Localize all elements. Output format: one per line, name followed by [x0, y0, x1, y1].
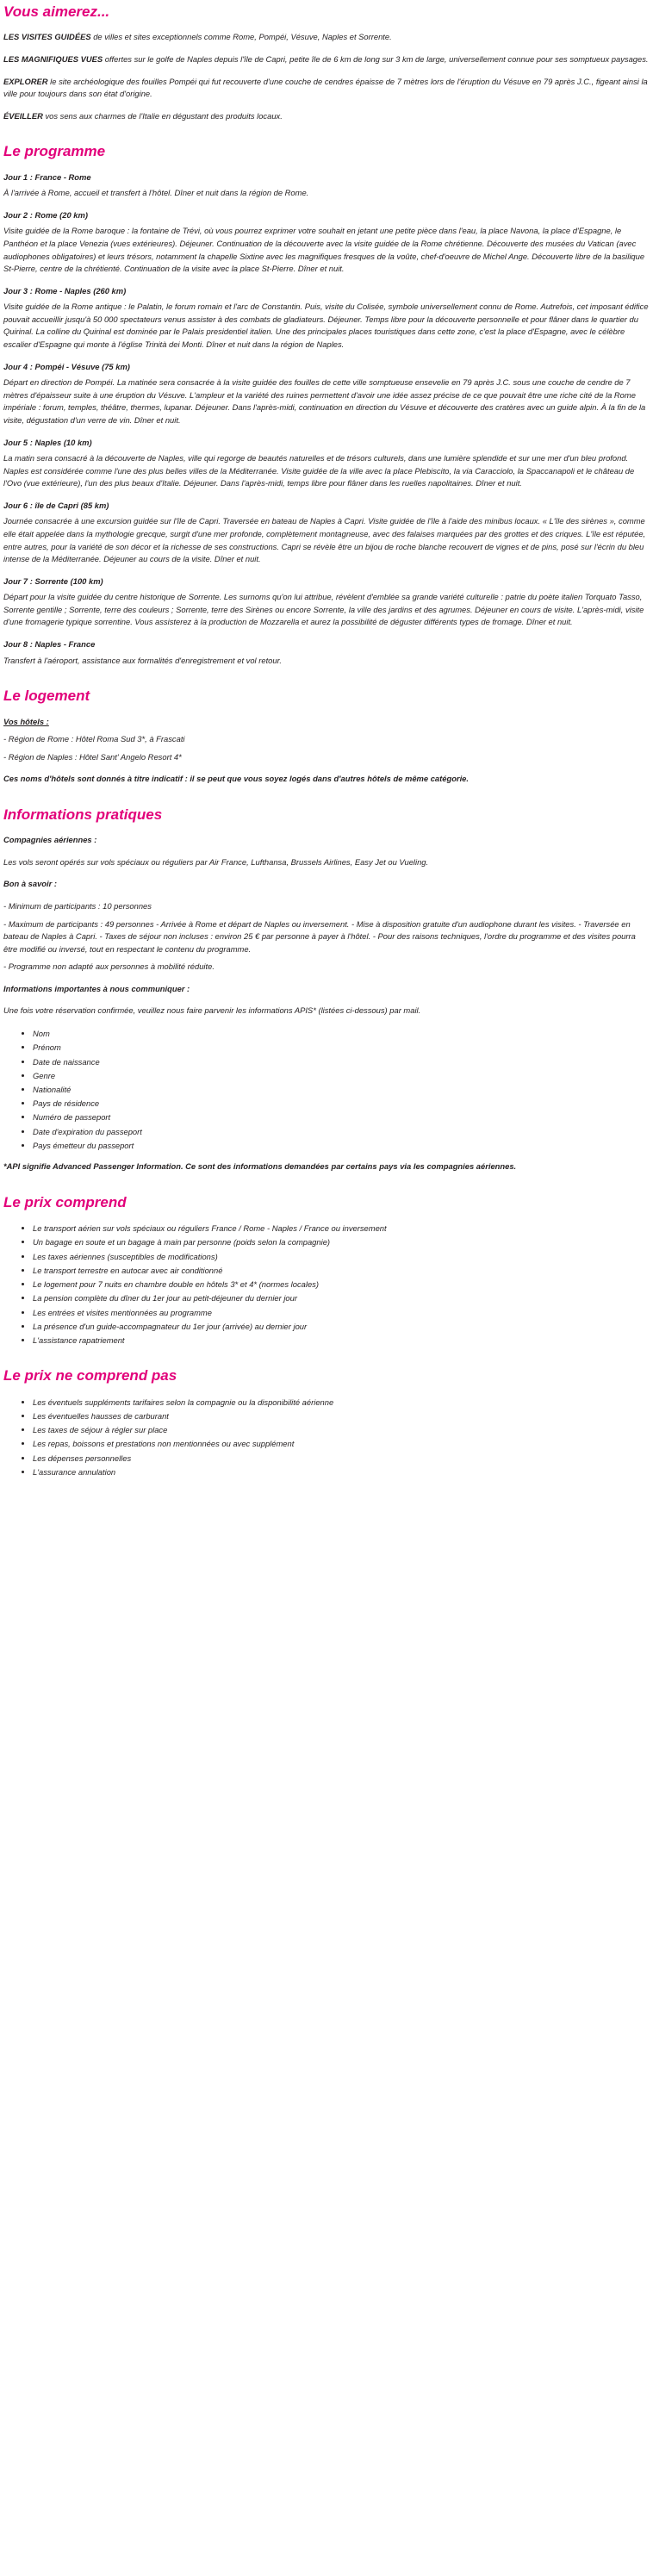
communiquer-text: Une fois votre réservation confirmée, veuillez nous faire parvenir les informations APIS* (listées ci-dessous) par mail. [3, 1005, 421, 1016]
list-item: • Genre [33, 1069, 650, 1082]
list-item: • Numéro de passeport [33, 1111, 650, 1123]
day-body-1: À l'arrivée à Rome, accueil et transfert à l'hôtel. Dîner et nuit dans la région de Rome. [3, 188, 309, 198]
bon-a-savoir-label: Bon à savoir : [3, 879, 57, 889]
hotels-label-text: Vos hôtels : [3, 716, 49, 726]
text-eveiller: vos sens aux charmes de l'Italie en dégustant des produits locaux. [42, 110, 283, 121]
list-item: • Pays émetteur du passeport [33, 1139, 650, 1152]
day-heading-5: Jour 5 : Naples (10 km) [3, 437, 92, 447]
day-body-7: Départ pour la visite guidée du centre historique de Sorrente. Les surnoms qu'on lui attribue, révèlent d'emblée sa grande variété culturelle : patrie du poète italien Torquato Tasso, Sorrente gentille ; Sorrente, terre des couleurs ; Sorrente, terre des Sirènes ou encore Sorrente, la ville des jardins et des agrumes. Déjeuner en cours de visite. L'après-midi, visite d'une fromagerie typique sorrentine. Vous assisterez à la production de Mozzarella et aurez la possibilité de déguster différents types de fromage. Dîner et nuit. [3, 592, 644, 627]
list-item: • La présence d'un guide-accompagnateur du 1er jour (arrivée) au dernier jour [33, 1320, 650, 1333]
text-magnifiques-vues: offertes sur le golfe de Naples depuis l'île de Capri, petite île de 6 km de long sur 3 km de large, universellement connue pour ses somptueux paysages. [103, 53, 649, 64]
paragraph-explorer [3, 76, 650, 101]
list-item: • Les dépenses personnelles [33, 1452, 650, 1465]
list-item: • Nationalité [33, 1083, 650, 1096]
hotel-item-2: - Région de Naples : Hôtel Sant' Angelo Resort 4* [3, 751, 182, 762]
list-item: • La pension complète du dîner du 1er jour au petit-déjeuner du dernier jour [33, 1291, 650, 1304]
lead-visites-guidees: LES VISITES GUIDÉES [3, 32, 91, 42]
list-item: • Les éventuelles hausses de carburant [33, 1409, 650, 1422]
prix-comprend-list [3, 1222, 650, 1347]
list-item: • Les entrées et visites mentionnées au programme [33, 1306, 650, 1319]
compagnies-label: Compagnies aériennes : [3, 835, 97, 845]
list-item: • Nom [33, 1027, 650, 1040]
section-title-logement: Le logement [3, 688, 90, 705]
text-explorer: le site archéologique des fouilles Pompéi qui fut recouverte d'une couche de cendres épaisse de 7 mètres lors de l'éruption du Vésuve en 79 après J.C., figeant ainsi la ville pour toujours dans son état d'origine. [3, 76, 648, 99]
prix-ne-comprend-pas-list [3, 1396, 650, 1478]
section-title-programme: Le programme [3, 143, 106, 160]
day-heading-4: Jour 4 : Pompéi - Vésuve (75 km) [3, 361, 130, 371]
list-item: • L'assistance rapatriement [33, 1334, 650, 1347]
text-visites-guidees: de villes et sites exceptionnels comme Rome, Pompéi, Vésuve, Naples et Sorrente. [90, 32, 392, 42]
list-item: • Date de naissance [33, 1055, 650, 1068]
hotel-item-1: - Région de Rome : Hôtel Roma Sud 3*, à Frascati [3, 734, 185, 744]
day-heading-3: Jour 3 : Rome - Naples (260 km) [3, 285, 127, 296]
paragraph-magnifiques-vues [3, 53, 650, 66]
list-item: • Le logement pour 7 nuits en chambre double en hôtels 3* et 4* (normes locales) [33, 1278, 650, 1291]
bon-a-savoir-item-2: - Maximum de participants : 49 personnes - Arrivée à Rome et départ de Naples ou inversement. - Mise à disposition gratuite d'un audiophone durant les visites. - Traversée en bateau de Naples à Capri. - Taxes de séjour non incluses : environ 25 € par personne à payer à l'hôtel. - Pour des raisons techniques, l'ordre du programme et des visites pourra être modifié ou inversé, tout en respectant le contenu du programme. [3, 918, 636, 954]
compagnies-text: Les vols seront opérés sur vols spéciaux ou réguliers par Air France, Lufthansa, Brussels Airlines, Easy Jet ou Vueling. [3, 856, 429, 867]
apis-list [3, 1027, 650, 1152]
section-title-infos-pratiques: Informations pratiques [3, 806, 163, 823]
day-heading-2: Jour 2 : Rome (20 km) [3, 209, 88, 220]
list-item: • Le transport terrestre en autocar avec air conditionné [33, 1264, 650, 1277]
communiquer-label: Informations importantes à nous communiquer : [3, 983, 190, 993]
paragraph-visites-guidees [3, 31, 650, 44]
list-item: • Les taxes de séjour à régler sur place [33, 1423, 650, 1436]
list-item: • Les taxes aériennes (susceptibles de modifications) [33, 1250, 650, 1263]
lead-magnifiques-vues: LES MAGNIFIQUES VUES [3, 53, 103, 64]
list-item: • Les éventuels suppléments tarifaires selon la compagnie ou la disponibilité aérienne [33, 1396, 650, 1409]
day-body-3: Visite guidée de la Rome antique : le Palatin, le forum romain et l'arc de Constantin. Puis, visite du Colisée, symbole universellement connu de Rome. Autrefois, cet imposant édifice pouvait accueillir jusqu'à 50 000 spectateurs venus assister à des combats de gladiateurs. Déjeuner. Temps libre pour la découverte personnelle et pour flâner dans le quartier du Quirinal. La colline du Quirinal est dominée par le Palais presidentiel italien. Une des principales places touristiques dans cette zone, c'est la place d'Espagne, avec le célèbre escalier d'Espagne qui monte à l'église Trinità dei Monti. Dîner et nuit dans la région de Naples. [3, 302, 649, 350]
day-body-4: Départ en direction de Pompéi. La matinée sera consacrée à la visite guidée des fouilles de cette ville somptueuse ensevelie en 79 après J.C. sous une couche de cendre de 7 mètres d'épaisseur suite à une éruption du Vésuve. L'ampleur et la variété des ruines permettent d'avoir une idée assez précise de ce que pouvait être une riche cité de la Rome impériale : forum, temples, théâtre, thermes, lupanar. Déjeuner. Dans l'après-midi, continuation en direction du Vésuve et découverte des cratères avec un guide alpin. À la fin de la visite, dégustation d'un verre de vin. Dîner et nuit. [3, 377, 646, 425]
apis-note: *API signifie Advanced Passenger Information. Ce sont des informations demandées par certains pays via les compagnies aériennes. [3, 1161, 517, 1172]
section-title-prix-comprend: Le prix comprend [3, 1193, 127, 1210]
day-body-5: La matin sera consacré à la découverte de Naples, ville qui regorge de beautés naturelles et de trésors culturels, dans une lumière splendide et sur une mer d'un bleu profond. Naples est considérée comme l'une des plus belles villes de la Méditerranée. Visite guidée de la ville avec la place Plebiscito, la via Caracciolo, la Spaccanapoli et le château de l'Ovo (vue extérieure), l'un des plus beaux d'Italie. Déjeuner. Dans l'après-midi, temps libre pour flâner dans les ruelles napolitaines. Dîner et nuit. [3, 453, 635, 488]
list-item: • Pays de résidence [33, 1097, 650, 1110]
day-heading-7: Jour 7 : Sorrente (100 km) [3, 576, 103, 586]
list-item: • Prénom [33, 1041, 650, 1054]
bon-a-savoir-item-1: - Minimum de participants : 10 personnes [3, 901, 152, 911]
section-title-prix-ne-comprend-pas: Le prix ne comprend pas [3, 1367, 177, 1384]
day-body-8: Transfert à l'aéroport, assistance aux formalités d'enregistrement et vol retour. [3, 655, 282, 665]
hotels-note: Ces noms d'hôtels sont donnés à titre indicatif : il se peut que vous soyez logés dans d'autres hôtels de même catégorie. [3, 774, 470, 784]
day-heading-1: Jour 1 : France - Rome [3, 171, 91, 182]
day-heading-8: Jour 8 : Naples - France [3, 639, 96, 650]
list-item: • L'assurance annulation [33, 1465, 650, 1478]
day-body-6: Journée consacrée à une excursion guidée sur l'île de Capri. Traversée en bateau de Naples à Capri. Visite guidée de l'île à l'aide des minibus locaux. « L'île des sirènes », comme elle était appelée dans la mythologie grecque, surgit d'une mer profonde, complètement montagneuse, avec des falaises marquées par des grottes et des criques. L'île est réputée, entre autres, pour la variété de son décor et la richesse de ses constructions. Capri se révèle être un bijou de roche blanche recouvert de vignes et de pins, posé sur l'écrin du bleu intense de la Méditerranée. Déjeuner au cours de la visite. Dîner et nuit. [3, 516, 646, 564]
lead-eveiller: ÉVEILLER [3, 110, 43, 121]
travel-brochure-document [0, 3, 653, 1499]
list-item: • Les repas, boissons et prestations non mentionnées ou avec supplément [33, 1437, 650, 1450]
list-item: • Un bagage en soute et un bagage à main par personne (poids selon la compagnie) [33, 1235, 650, 1248]
list-item: • Le transport aérien sur vols spéciaux ou réguliers France / Rome - Naples / France ou inversement [33, 1222, 650, 1235]
hotels-label [3, 716, 650, 729]
day-body-2: Visite guidée de la Rome baroque : la fontaine de Trévi, où vous pourrez exprimer votre souhait en jetant une petite pièce dans l'eau, la place Navona, la place d'Espagne, le Panthéon et la place Venezia (vues extérieures). Déjeuner. Continuation de la découverte avec la visite guidée de la Rome chrétienne. Découverte des musées du Vatican (avec audiophones obligatoires) et leurs trésors, notamment la chapelle Sixtine avec les magnifiques fresques de la voûte, chef-d'oeuvre de Michel Ange. Découverte libre de la basilique St-Pierre, centre de la chrétienté. Continuation de la visite avec la place St-Pierre. Dîner et nuit. [3, 226, 645, 274]
bon-a-savoir-item-3: - Programme non adapté aux personnes à mobilité réduite. [3, 961, 215, 972]
day-heading-6: Jour 6 : île de Capri (85 km) [3, 500, 109, 510]
section-title-vous-aimerez: Vous aimerez... [3, 3, 110, 20]
list-item: • Date d'expiration du passeport [33, 1125, 650, 1138]
paragraph-eveiller [3, 110, 650, 123]
lead-explorer: EXPLORER [3, 76, 48, 86]
